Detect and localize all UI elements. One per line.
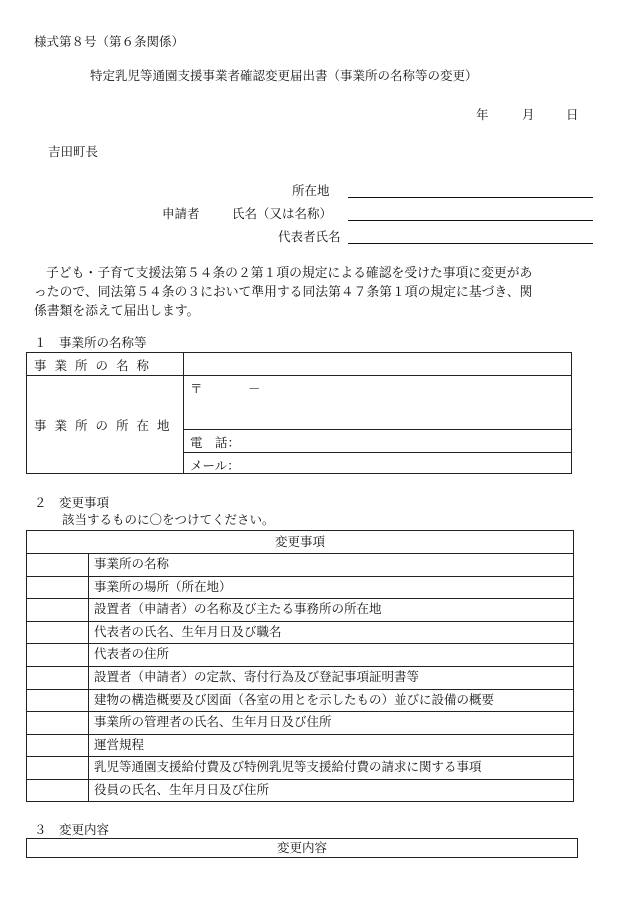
section1-heading: １ 事業所の名称等 <box>34 335 147 350</box>
representative-label: 代表者氏名 <box>278 229 341 244</box>
change-item-label: 事業所の場所（所在地） <box>94 578 232 594</box>
change-item-mark-cell[interactable] <box>27 667 87 688</box>
change-item-mark-cell[interactable] <box>27 780 87 801</box>
facility-name-label: 事業所の名称 <box>34 358 158 373</box>
table-divider <box>183 352 184 474</box>
change-item-label: 設置者（申請者）の定款、寄付行為及び登記事項証明書等 <box>94 669 420 684</box>
date-day-label: 日 <box>566 107 579 122</box>
change-item-label: 代表者の氏名、生年月日及び職名 <box>94 623 282 639</box>
postal-dash: － <box>248 381 261 396</box>
document-title: 特定乳児等通園支援事業者確認変更届出書（事業所の名称等の変更） <box>90 68 478 83</box>
table-row-divider <box>26 756 574 757</box>
section3-heading: ３ 変更内容 <box>34 822 110 837</box>
table-row-divider <box>26 666 574 667</box>
facility-address-field[interactable] <box>186 395 570 427</box>
name-field[interactable] <box>348 220 593 221</box>
table-divider <box>183 429 572 430</box>
body-line-2: ったので、同法第５４条の３において準用する同法第４７条第１項の規定に基づき、関 <box>34 285 533 300</box>
postal-symbol: 〒 <box>190 381 203 396</box>
change-item-mark-cell[interactable] <box>27 735 87 756</box>
change-item-mark-cell[interactable] <box>27 690 87 711</box>
form-number: 様式第８号（第６条関係） <box>34 34 185 49</box>
section2-heading: ２ 変更事項 <box>34 495 110 510</box>
name-label: 氏名（又は名称） <box>232 206 333 221</box>
applicant-label: 申請者 <box>162 206 200 221</box>
change-item-mark-cell[interactable] <box>27 712 87 733</box>
change-content-header: 変更内容 <box>276 840 327 855</box>
change-item-label: 乳児等通園支援給付費及び特例乳児等支援給付費の請求に関する事項 <box>94 759 482 775</box>
date-year-label: 年 <box>476 107 489 122</box>
phone-label: 電 話： <box>190 435 241 450</box>
change-item-label: 役員の氏名、生年月日及び住所 <box>94 782 270 797</box>
change-item-label: 運営規程 <box>94 736 145 752</box>
change-item-label: 設置者（申請者）の名称及び主たる事務所の所在地 <box>94 601 382 617</box>
table-row-divider <box>26 576 574 577</box>
address-label: 所在地 <box>292 183 330 198</box>
change-item-label: 事業所の管理者の氏名、生年月日及び住所 <box>94 714 332 730</box>
email-label: メール： <box>190 458 240 473</box>
change-item-mark-cell[interactable] <box>27 577 87 598</box>
address-field[interactable] <box>348 197 593 198</box>
addressee: 吉田町長 <box>48 144 99 159</box>
facility-name-field[interactable] <box>186 356 570 374</box>
change-item-mark-cell[interactable] <box>27 757 87 778</box>
table-row-divider <box>26 598 574 599</box>
change-item-mark-cell[interactable] <box>27 554 87 575</box>
representative-field[interactable] <box>348 243 593 244</box>
table-row-divider <box>26 734 574 735</box>
change-items-header: 変更事項 <box>274 534 325 549</box>
table-row-divider <box>26 621 574 622</box>
table-divider <box>26 375 572 376</box>
date-month-label: 月 <box>522 107 535 122</box>
facility-location-label: 事業所の所在地 <box>34 418 178 433</box>
change-item-label: 代表者の住所 <box>94 646 170 662</box>
table-divider <box>183 452 572 453</box>
table-row-divider <box>26 711 574 712</box>
change-item-mark-cell[interactable] <box>27 599 87 620</box>
table-row-divider <box>26 643 574 644</box>
table-row-divider <box>26 779 574 780</box>
body-paragraph <box>34 264 596 321</box>
body-line-1: 子ども・子育て支援法第５４条の２第１項の規定による確認を受けた事項に変更があ <box>46 266 533 281</box>
table-row-divider <box>26 553 574 554</box>
change-item-label: 建物の構造概要及び図面（各室の用とを示したもの）並びに設備の概要 <box>94 691 495 707</box>
change-item-label: 事業所の名称 <box>94 556 170 571</box>
change-item-mark-cell[interactable] <box>27 622 87 643</box>
table-divider <box>88 553 89 802</box>
table-row-divider <box>26 689 574 690</box>
section2-instruction: 該当するものに〇をつけてください。 <box>62 512 275 527</box>
change-item-mark-cell[interactable] <box>27 644 87 665</box>
body-line-3: 係書類を添えて届出します。 <box>34 304 200 319</box>
